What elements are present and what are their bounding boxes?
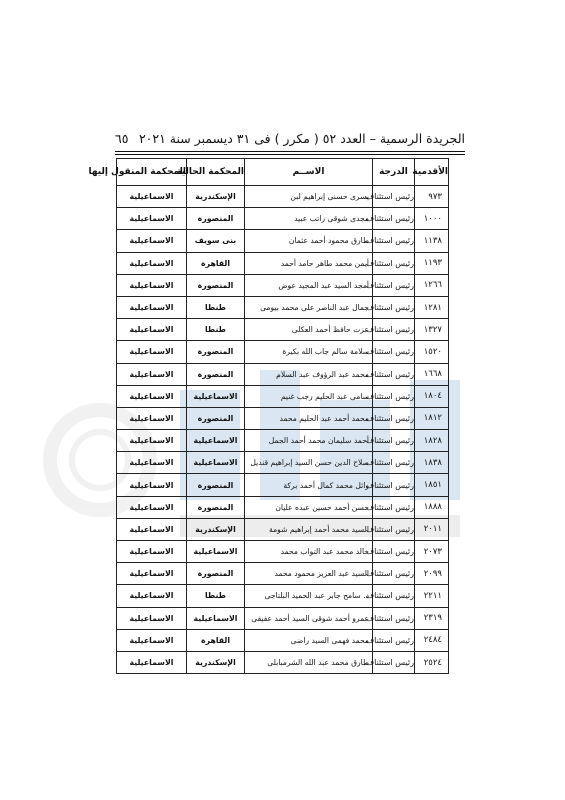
grade-cell: رئيس استئناف: [373, 230, 415, 252]
name-cell: مجدى شوقى راتب عبيد: [245, 208, 373, 230]
grade-cell: رئيس استئناف: [373, 252, 415, 274]
table-body: [117, 186, 449, 674]
name-cell: يسرى حسنى إبراهيم لبن: [245, 186, 373, 208]
transferred-to-cell: الاسماعيلية: [117, 407, 187, 429]
grade-cell: رئيس استئناف: [373, 363, 415, 385]
grade-cell: رئيس استئناف: [373, 341, 415, 363]
seniority-cell: ٢٤٨٤: [415, 629, 449, 651]
grade-cell: رئيس استئناف: [373, 274, 415, 296]
transfer-table-container: [88, 158, 448, 674]
table-header-row: [117, 159, 449, 186]
transferred-to-cell: الاسماعيلية: [117, 363, 187, 385]
name-cell: طارق محمد عبد الله الشرمبابلى: [245, 651, 373, 673]
seniority-cell: ٢٣١٩: [415, 607, 449, 629]
grade-cell: رئيس استئناف: [373, 296, 415, 318]
grade-cell: رئيس استئناف: [373, 651, 415, 673]
grade-cell: رئيس استئناف: [373, 474, 415, 496]
name-cell: محمد أحمد عبد الحليم محمد: [245, 407, 373, 429]
table-row: [117, 208, 449, 230]
transferred-to-cell: الاسماعيلية: [117, 296, 187, 318]
grade-cell: رئيس استئناف: [373, 186, 415, 208]
transferred-to-cell: الاسماعيلية: [117, 385, 187, 407]
transferred-to-cell: الاسماعيلية: [117, 341, 187, 363]
seniority-cell: ٢٠٩٩: [415, 563, 449, 585]
current-court-cell: المنصورة: [187, 474, 245, 496]
transferred-to-cell: الاسماعيلية: [117, 607, 187, 629]
table-row: [117, 186, 449, 208]
column-header-current-court: المحكمة الحالية: [187, 159, 245, 186]
header-rule-double: [115, 154, 465, 155]
table-row: [117, 518, 449, 540]
column-header-transferred-to: المحكمة المنقول إليها: [117, 159, 187, 186]
transferred-to-cell: الاسماعيلية: [117, 629, 187, 651]
seniority-cell: ٢٠١١: [415, 518, 449, 540]
seniority-cell: ١٠٠٠: [415, 208, 449, 230]
current-court-cell: الاسماعيلية: [187, 607, 245, 629]
grade-cell: رئيس استئناف: [373, 407, 415, 429]
table-row: [117, 274, 449, 296]
name-cell: وائل محمد كمال أحمد بركة: [245, 474, 373, 496]
grade-cell: رئيس استئناف: [373, 452, 415, 474]
seniority-cell: ١١٣٨: [415, 230, 449, 252]
grade-cell: رئيس استئناف: [373, 385, 415, 407]
name-cell: أيمن محمد طاهر حامد أحمد: [245, 252, 373, 274]
table-row: [117, 563, 449, 585]
current-court-cell: الإسكندرية: [187, 518, 245, 540]
seniority-cell: ١٥٢٠: [415, 341, 449, 363]
table-row: [117, 252, 449, 274]
table-row: [117, 474, 449, 496]
transferred-to-cell: الاسماعيلية: [117, 252, 187, 274]
transferred-to-cell: الاسماعيلية: [117, 319, 187, 341]
current-court-cell: طنطا: [187, 585, 245, 607]
grade-cell: رئيس استئناف: [373, 585, 415, 607]
seniority-cell: ١٨٢٨: [415, 430, 449, 452]
name-cell: محمد فهمى السيد راضى: [245, 629, 373, 651]
name-cell: عمرو أحمد شوقى السيد أحمد عفيفى: [245, 607, 373, 629]
column-header-name: الاســم: [245, 159, 373, 186]
transfer-table: [88, 158, 449, 674]
table-row: [117, 629, 449, 651]
grade-cell: رئيس استئناف: [373, 496, 415, 518]
transferred-to-cell: الاسماعيلية: [117, 563, 187, 585]
name-cell: محمد عبد الرؤوف عبد السلام: [245, 363, 373, 385]
page-number: ٦٥: [115, 130, 129, 146]
name-cell: عزت حافظ أحمد العكلى: [245, 319, 373, 341]
name-cell: أحمد سليمان محمد أحمد الجمل: [245, 430, 373, 452]
gazette-title: الجريدة الرسمية – العدد ٥٢ ( مكرر ) فى ٣١ ديسمبر سنة ٢٠٢١: [138, 130, 465, 146]
seniority-cell: ٢٠٧٣: [415, 541, 449, 563]
transferred-to-cell: الاسماعيلية: [117, 452, 187, 474]
header-rule: [115, 151, 465, 152]
transferred-to-cell: الاسماعيلية: [117, 541, 187, 563]
transferred-to-cell: الاسماعيلية: [117, 585, 187, 607]
seniority-cell: ١٨٠٤: [415, 385, 449, 407]
transferred-to-cell: الاسماعيلية: [117, 208, 187, 230]
current-court-cell: الاسماعيلية: [187, 385, 245, 407]
grade-cell: رئيس استئناف: [373, 319, 415, 341]
grade-cell: رئيس استئناف: [373, 541, 415, 563]
column-header-seniority: الأقدمية: [415, 159, 449, 186]
seniority-cell: ٩٧٣: [415, 186, 449, 208]
table-row: [117, 296, 449, 318]
name-cell: السيد محمد أحمد إبراهيم شومة: [245, 518, 373, 540]
grade-cell: رئيس استئناف: [373, 629, 415, 651]
table-row: [117, 585, 449, 607]
grade-cell: رئيس استئناف: [373, 607, 415, 629]
current-court-cell: المنصورة: [187, 341, 245, 363]
transferred-to-cell: الاسماعيلية: [117, 474, 187, 496]
seniority-cell: ١٦٦٨: [415, 363, 449, 385]
name-cell: طارق محمود أحمد عثمان: [245, 230, 373, 252]
transferred-to-cell: الاسماعيلية: [117, 274, 187, 296]
current-court-cell: المنصورة: [187, 407, 245, 429]
name-cell: جمال عبد الناصر على محمد بيومى: [245, 296, 373, 318]
grade-cell: رئيس استئناف: [373, 563, 415, 585]
grade-cell: رئيس استئناف: [373, 208, 415, 230]
seniority-cell: ١٨٣٨: [415, 452, 449, 474]
column-header-grade: الدرجة: [373, 159, 415, 186]
current-court-cell: الاسماعيلية: [187, 430, 245, 452]
name-cell: السيد عبد العزيز محمود محمد: [245, 563, 373, 585]
name-cell: أمجد السيد عبد المجيد عوض: [245, 274, 373, 296]
page-header: [115, 128, 465, 148]
seniority-cell: ١٢٨١: [415, 296, 449, 318]
seniority-cell: ٢٢١١: [415, 585, 449, 607]
seniority-cell: ٢٥٢٤: [415, 651, 449, 673]
table-row: [117, 363, 449, 385]
table-row: [117, 651, 449, 673]
name-cell: حسن أحمد حسين عبده عليان: [245, 496, 373, 518]
current-court-cell: المنصورة: [187, 496, 245, 518]
transferred-to-cell: الاسماعيلية: [117, 230, 187, 252]
transferred-to-cell: الاسماعيلية: [117, 518, 187, 540]
name-cell: د. سامح جابر عبد الحميد البلتاجى: [245, 585, 373, 607]
transferred-to-cell: الاسماعيلية: [117, 496, 187, 518]
current-court-cell: طنطا: [187, 296, 245, 318]
current-court-cell: المنصورة: [187, 208, 245, 230]
table-row: [117, 341, 449, 363]
current-court-cell: المنصورة: [187, 563, 245, 585]
table-row: [117, 452, 449, 474]
current-court-cell: طنطا: [187, 319, 245, 341]
current-court-cell: بنى سويف: [187, 230, 245, 252]
current-court-cell: الاسماعيلية: [187, 541, 245, 563]
table-row: [117, 407, 449, 429]
transferred-to-cell: الاسماعيلية: [117, 186, 187, 208]
table-row: [117, 541, 449, 563]
transferred-to-cell: الاسماعيلية: [117, 651, 187, 673]
grade-cell: رئيس استئناف: [373, 430, 415, 452]
table-row: [117, 496, 449, 518]
current-court-cell: القاهرة: [187, 629, 245, 651]
current-court-cell: الإسكندرية: [187, 186, 245, 208]
table-row: [117, 230, 449, 252]
grade-cell: رئيس استئناف: [373, 518, 415, 540]
seniority-cell: ١١٩٣: [415, 252, 449, 274]
seniority-cell: ١٨٥١: [415, 474, 449, 496]
current-court-cell: الإسكندرية: [187, 651, 245, 673]
seniority-cell: ١٢٦٦: [415, 274, 449, 296]
table-row: [117, 385, 449, 407]
name-cell: سلامة سالم جاب الله بكيرة: [245, 341, 373, 363]
table-row: [117, 319, 449, 341]
current-court-cell: المنصورة: [187, 363, 245, 385]
transferred-to-cell: الاسماعيلية: [117, 430, 187, 452]
current-court-cell: المنصورة: [187, 274, 245, 296]
name-cell: سامى عبد الحليم رجب غنيم: [245, 385, 373, 407]
seniority-cell: ١٨٨٨: [415, 496, 449, 518]
name-cell: صلاح الدين حسن السيد إبراهيم قنديل: [245, 452, 373, 474]
table-row: [117, 607, 449, 629]
current-court-cell: القاهرة: [187, 252, 245, 274]
seniority-cell: ١٣٢٧: [415, 319, 449, 341]
seniority-cell: ١٨١٢: [415, 407, 449, 429]
name-cell: خالد محمد عبد التواب محمد: [245, 541, 373, 563]
current-court-cell: الاسماعيلية: [187, 452, 245, 474]
table-row: [117, 430, 449, 452]
